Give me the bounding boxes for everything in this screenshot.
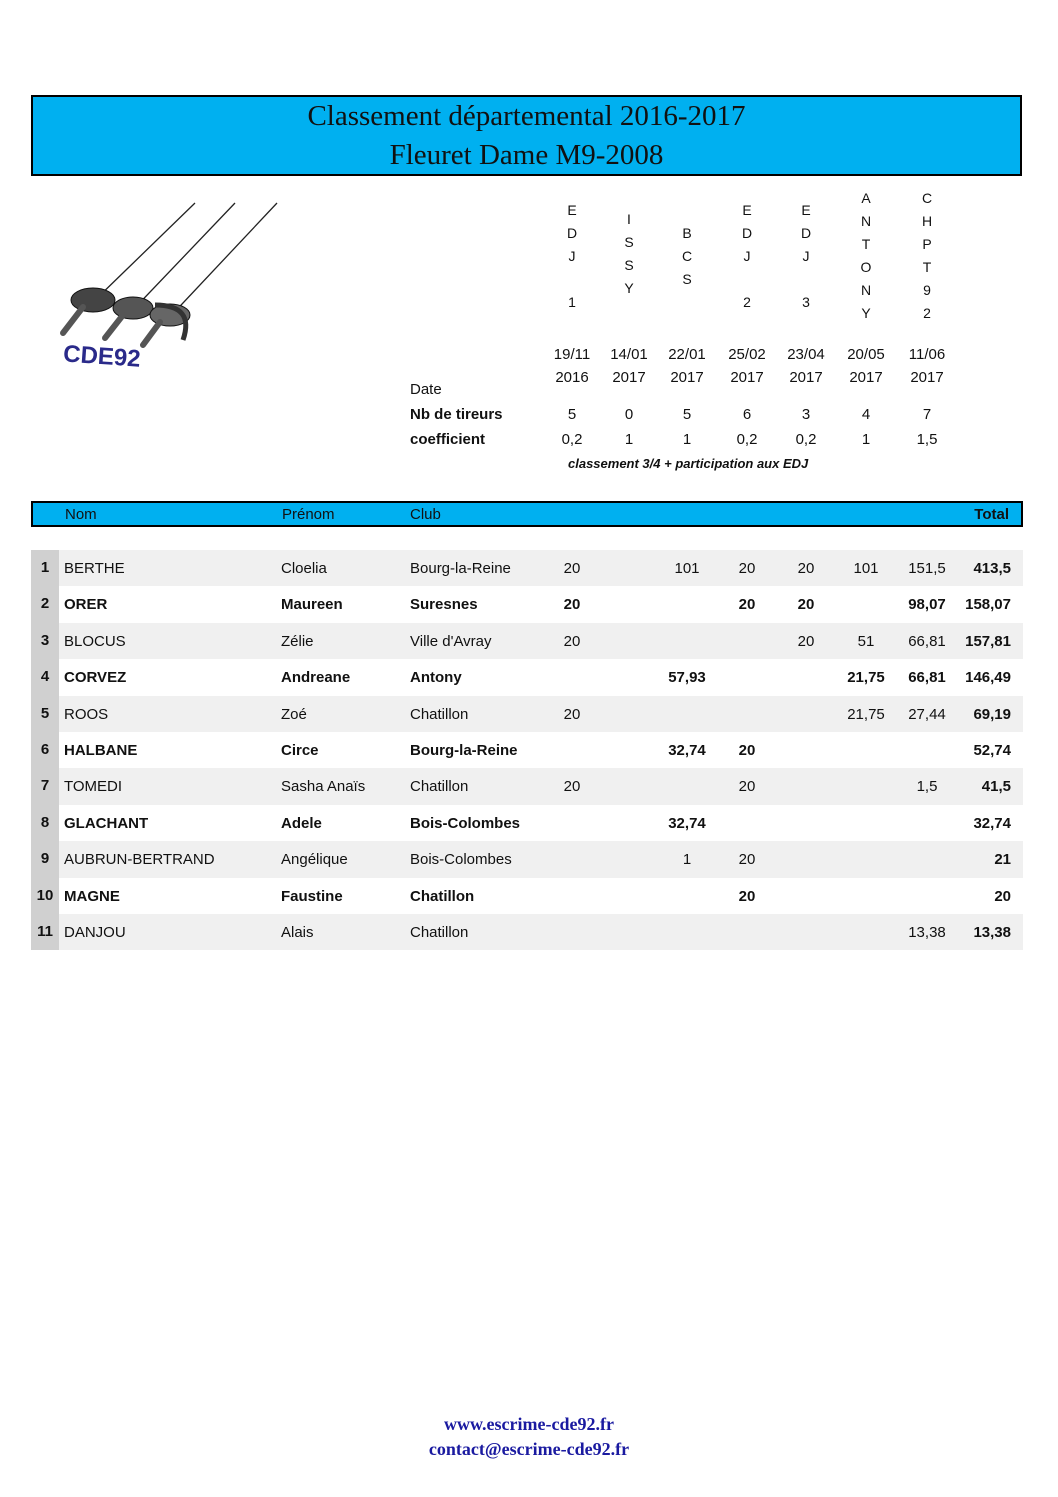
- ranking-table: [31, 550, 1023, 950]
- coefficient-value: 0,2: [795, 431, 817, 448]
- header-prenom: Prénom: [282, 506, 335, 523]
- competition-code-char: [776, 268, 836, 291]
- competition-code-char: N: [860, 282, 872, 298]
- table-row[interactable]: [31, 550, 1023, 586]
- table-row[interactable]: [31, 732, 1023, 768]
- nb-tireurs-label: Nb de tireurs: [410, 406, 503, 423]
- nom-cell: ORER: [64, 596, 108, 614]
- coefficient-value: 0,2: [736, 431, 758, 448]
- table-row[interactable]: [31, 878, 1023, 914]
- competition-code-7: [897, 187, 957, 325]
- competition-date-year: 2017: [910, 369, 944, 386]
- competition-code-char: C: [681, 248, 693, 264]
- rank-cell: 8: [31, 805, 59, 841]
- competition-code-char: 3: [802, 294, 810, 310]
- rank-cell: 1: [31, 550, 59, 586]
- nom-cell: TOMEDI: [64, 778, 123, 796]
- table-row[interactable]: [31, 914, 1023, 950]
- footer-email[interactable]: contact@escrime-cde92.fr: [428, 1439, 630, 1459]
- score-cell: 20: [563, 705, 581, 723]
- total-cell: 69,19: [973, 705, 1011, 723]
- header-nom: Nom: [65, 506, 97, 523]
- prenom-cell: Maureen: [281, 596, 343, 614]
- rank-cell: 3: [31, 623, 59, 659]
- rank-cell: 2: [31, 586, 59, 622]
- nb-tireurs-value: 4: [861, 406, 871, 423]
- competition-date-year: 2017: [789, 369, 823, 386]
- rank-cell: 9: [31, 841, 59, 877]
- club-cell: Chatillon: [410, 923, 469, 941]
- nb-tireurs-value: 6: [742, 406, 752, 423]
- nom-cell: GLACHANT: [64, 814, 149, 832]
- total-cell: 158,07: [965, 596, 1011, 614]
- score-cell: 66,81: [908, 669, 946, 687]
- competition-date-year: 2016: [555, 369, 589, 386]
- table-row[interactable]: [31, 659, 1023, 695]
- score-cell: 20: [738, 596, 756, 614]
- score-cell: 20: [563, 632, 581, 650]
- score-cell: 20: [738, 887, 756, 905]
- score-cell: 20: [563, 560, 581, 577]
- nom-cell: HALBANE: [64, 741, 138, 759]
- rank-cell: 5: [31, 696, 59, 732]
- competition-code-char: 2: [743, 294, 751, 310]
- competition-code-char: I: [627, 211, 631, 227]
- rank-cell: 11: [31, 914, 59, 950]
- page-title: Classement départemental 2016-2017: [307, 100, 746, 132]
- footer-website[interactable]: www.escrime-cde92.fr: [444, 1414, 614, 1434]
- club-cell: Chatillon: [410, 778, 469, 796]
- prenom-cell: Sasha Anaïs: [281, 778, 366, 796]
- prenom-cell: Andreane: [281, 669, 351, 687]
- competition-code-char: B: [682, 225, 692, 241]
- total-cell: 157,81: [965, 632, 1011, 650]
- score-cell: 57,93: [668, 669, 706, 687]
- club-cell: Bourg-la-Reine: [410, 560, 511, 577]
- competition-code-4: [717, 199, 777, 314]
- nb-tireurs-value: 5: [567, 406, 577, 423]
- competition-code-char: D: [566, 225, 578, 241]
- competition-date-day: 20/05: [847, 346, 885, 363]
- competition-code-char: D: [741, 225, 753, 241]
- competition-code-char: T: [861, 236, 871, 252]
- fencing-foils-logo-icon: [55, 195, 285, 380]
- club-cell: Antony: [410, 669, 462, 687]
- score-cell: 101: [674, 560, 700, 577]
- score-cell: 1,5: [916, 778, 938, 796]
- scoring-note: classement 3/4 + participation aux EDJ: [568, 456, 809, 471]
- score-cell: 32,74: [668, 741, 706, 759]
- coefficient-value: 1: [624, 431, 634, 448]
- prenom-cell: Zoé: [281, 705, 307, 723]
- competition-date-year: 2017: [730, 369, 764, 386]
- score-cell: 21,75: [847, 705, 885, 723]
- competition-code-char: P: [922, 236, 932, 252]
- prenom-cell: Angélique: [281, 851, 348, 869]
- score-cell: 20: [797, 632, 815, 650]
- total-cell: 21: [994, 851, 1011, 869]
- competition-code-char: T: [922, 259, 932, 275]
- score-cell: 20: [797, 596, 815, 614]
- coefficient-value: 1: [861, 431, 871, 448]
- total-cell: 41,5: [981, 778, 1011, 796]
- competition-code-char: D: [800, 225, 812, 241]
- nb-tireurs-value: 7: [922, 406, 932, 423]
- competition-code-char: C: [921, 190, 933, 206]
- score-cell: 21,75: [847, 669, 885, 687]
- club-cell: Suresnes: [410, 596, 478, 614]
- nom-cell: ROOS: [64, 705, 109, 723]
- competition-code-char: J: [743, 248, 751, 264]
- competition-code-char: N: [860, 213, 872, 229]
- competition-date-7: [897, 343, 957, 389]
- score-cell: 66,81: [908, 632, 946, 650]
- score-cell: 20: [563, 596, 581, 614]
- coefficient-value: 0,2: [561, 431, 583, 448]
- competition-code-char: Y: [861, 305, 871, 321]
- competition-code-char: S: [624, 257, 634, 273]
- prenom-cell: Zélie: [281, 632, 314, 650]
- rank-cell: 7: [31, 768, 59, 804]
- club-cell: Bois-Colombes: [410, 814, 521, 832]
- competition-code-char: J: [802, 248, 810, 264]
- total-cell: 32,74: [973, 814, 1011, 832]
- competition-code-char: E: [567, 202, 577, 218]
- club-cell: Chatillon: [410, 705, 469, 723]
- nom-cell: CORVEZ: [64, 669, 127, 687]
- competition-date-1: [542, 343, 602, 389]
- nb-tireurs-value: 5: [682, 406, 692, 423]
- competition-code-char: [717, 268, 777, 291]
- title-banner: [31, 95, 1022, 176]
- table-row[interactable]: [31, 768, 1023, 804]
- nom-cell: BERTHE: [64, 560, 125, 577]
- competition-code-char: J: [568, 248, 576, 264]
- competition-code-char: A: [861, 190, 871, 206]
- coefficient-value: 1: [682, 431, 692, 448]
- nom-cell: BLOCUS: [64, 632, 126, 650]
- competition-code-char: E: [801, 202, 811, 218]
- club-cell: Chatillon: [410, 887, 475, 905]
- rank-cell: 4: [31, 659, 59, 695]
- competition-date-day: 25/02: [728, 346, 766, 363]
- competition-date-6: [836, 343, 896, 389]
- prenom-cell: Cloelia: [281, 560, 327, 577]
- table-header: [31, 501, 1023, 527]
- logo-text: CDE92: [62, 340, 142, 373]
- date-label: Date: [410, 381, 442, 398]
- score-cell: 27,44: [908, 705, 946, 723]
- nb-tireurs-value: 0: [624, 406, 634, 423]
- competition-code-6: [836, 187, 896, 325]
- competition-code-char: S: [624, 234, 634, 250]
- score-cell: 1: [682, 851, 692, 869]
- score-cell: 151,5: [908, 560, 946, 577]
- competition-date-year: 2017: [612, 369, 646, 386]
- competition-code-2: [599, 208, 659, 300]
- total-cell: 413,5: [973, 560, 1011, 577]
- prenom-cell: Adele: [281, 814, 322, 832]
- prenom-cell: Alais: [281, 923, 314, 941]
- competition-code-char: 1: [568, 294, 576, 310]
- score-cell: 51: [857, 632, 875, 650]
- competition-code-char: E: [742, 202, 752, 218]
- competition-date-day: 22/01: [668, 346, 706, 363]
- competition-date-5: [776, 343, 836, 389]
- prenom-cell: Circe: [281, 741, 319, 759]
- nom-cell: AUBRUN-BERTRAND: [64, 851, 215, 869]
- competition-date-2: [599, 343, 659, 389]
- nb-tireurs-value: 3: [801, 406, 811, 423]
- score-cell: 20: [738, 778, 756, 796]
- header-club: Club: [410, 506, 441, 523]
- table-row[interactable]: [31, 841, 1023, 877]
- club-cell: Ville d'Avray: [410, 632, 492, 650]
- total-cell: 13,38: [973, 923, 1011, 941]
- total-cell: 20: [994, 887, 1011, 905]
- coefficient-label: coefficient: [410, 431, 486, 448]
- score-cell: 98,07: [908, 596, 946, 614]
- prenom-cell: Faustine: [281, 887, 343, 905]
- competition-code-char: 2: [923, 305, 931, 321]
- score-cell: 32,74: [668, 814, 706, 832]
- coefficient-value: 1,5: [916, 431, 938, 448]
- competition-date-3: [657, 343, 717, 389]
- table-row[interactable]: [31, 696, 1023, 732]
- table-row[interactable]: [31, 623, 1023, 659]
- club-cell: Bourg-la-Reine: [410, 741, 518, 759]
- table-row[interactable]: [31, 805, 1023, 841]
- total-cell: 52,74: [973, 741, 1011, 759]
- competition-code-5: [776, 199, 836, 314]
- competition-code-3: [657, 222, 717, 291]
- score-cell: 20: [797, 560, 815, 577]
- competition-code-char: O: [860, 259, 872, 275]
- total-cell: 146,49: [965, 669, 1011, 687]
- rank-cell: 10: [31, 878, 59, 914]
- rank-cell: 6: [31, 732, 59, 768]
- page-subtitle: Fleuret Dame M9-2008: [389, 139, 664, 171]
- nom-cell: DANJOU: [64, 923, 126, 941]
- competition-code-char: 9: [923, 282, 931, 298]
- competition-code-char: H: [921, 213, 933, 229]
- club-cell: Bois-Colombes: [410, 851, 512, 869]
- competition-date-day: 14/01: [610, 346, 648, 363]
- score-cell: 20: [738, 851, 756, 869]
- score-cell: 101: [853, 560, 879, 577]
- competition-date-day: 19/11: [553, 346, 591, 363]
- competition-date-4: [717, 343, 777, 389]
- competition-date-year: 2017: [670, 369, 704, 386]
- competition-code-char: [542, 268, 602, 291]
- competition-date-day: 11/06: [908, 346, 946, 363]
- score-cell: 20: [563, 778, 581, 796]
- table-row[interactable]: [31, 586, 1023, 622]
- nom-cell: MAGNE: [64, 887, 120, 905]
- competition-date-day: 23/04: [787, 346, 825, 363]
- score-cell: 20: [738, 560, 756, 577]
- competition-code-1: [542, 199, 602, 314]
- score-cell: 13,38: [908, 923, 946, 941]
- competition-code-char: S: [682, 271, 692, 287]
- score-cell: 20: [738, 741, 756, 759]
- competition-code-char: Y: [624, 280, 634, 296]
- header-total: Total: [974, 506, 1009, 523]
- competition-date-year: 2017: [849, 369, 883, 386]
